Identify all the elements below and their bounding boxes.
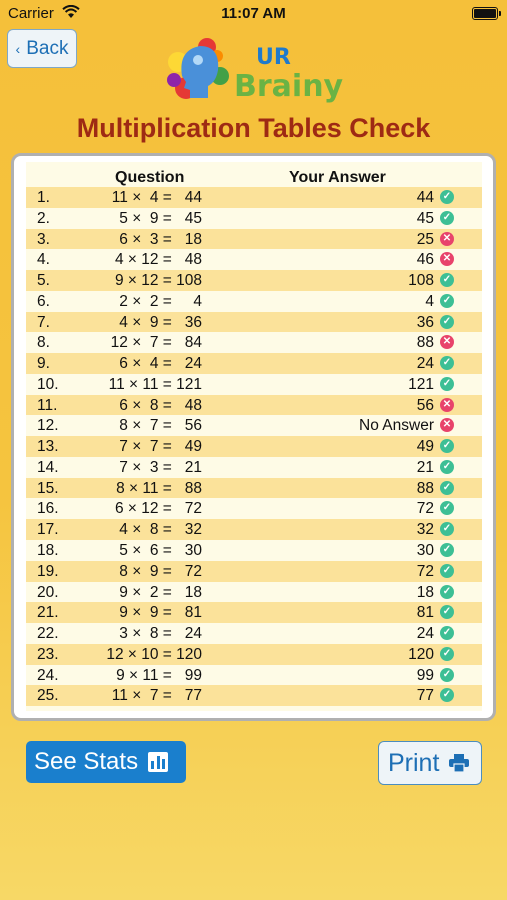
correct-check-icon: ✓: [440, 315, 454, 329]
answer-value: 30: [416, 542, 434, 560]
answer-value: 44: [416, 189, 434, 206]
incorrect-cross-icon: ✕: [440, 418, 454, 432]
printer-icon: [449, 754, 469, 772]
answer-value: 120: [408, 645, 434, 663]
question-number: 10.: [37, 375, 59, 393]
answer-value: 4: [425, 292, 434, 310]
question-number: 3.: [37, 230, 50, 248]
question-text: 2 × 2 = 4: [119, 292, 202, 310]
question-number: 17.: [37, 521, 59, 539]
answer-value: 88: [416, 334, 434, 352]
page-title: Multiplication Tables Check: [76, 113, 431, 143]
answer-value: 36: [416, 313, 434, 331]
question-text: 7 × 3 = 21: [119, 458, 202, 476]
table-row: [26, 270, 482, 291]
back-button[interactable]: [7, 29, 77, 68]
results-table: [26, 187, 482, 706]
question-number: 23.: [37, 645, 59, 663]
correct-check-icon: ✓: [440, 377, 454, 391]
answer-value: 72: [416, 500, 434, 518]
answer-value: 88: [416, 479, 434, 497]
correct-check-icon: ✓: [440, 190, 454, 204]
question-text: 9 × 11 = 99: [116, 666, 202, 684]
question-number: 25.: [37, 687, 59, 705]
question-text: 11 × 7 = 77: [111, 687, 202, 705]
question-number: 20.: [37, 583, 59, 601]
answer-value: 32: [416, 521, 434, 539]
table-row: [26, 332, 482, 353]
question-number: 15.: [37, 479, 59, 497]
question-number: 4.: [37, 251, 50, 269]
question-text: 11 × 11 = 121: [108, 375, 202, 393]
table-row: [26, 374, 482, 395]
see-stats-button[interactable]: [26, 741, 186, 783]
incorrect-cross-icon: ✕: [440, 398, 454, 412]
question-number: 19.: [37, 562, 59, 580]
correct-check-icon: ✓: [440, 688, 454, 702]
incorrect-cross-icon: ✕: [440, 232, 454, 246]
table-row: [26, 498, 482, 519]
question-number: 6.: [37, 292, 50, 310]
question-number: 21.: [37, 604, 59, 622]
answer-value: 25: [416, 230, 434, 248]
table-row: [26, 187, 482, 208]
table-row: [26, 685, 482, 706]
question-text: 8 × 7 = 56: [119, 417, 202, 435]
table-row: [26, 665, 482, 686]
table-row: [26, 478, 482, 499]
question-number: 18.: [37, 542, 59, 560]
battery-icon: [472, 7, 498, 20]
question-text: 6 × 3 = 18: [119, 230, 202, 248]
question-text: 4 × 8 = 32: [119, 521, 202, 539]
correct-check-icon: ✓: [440, 543, 454, 557]
table-row: [26, 312, 482, 333]
answer-value: 45: [416, 209, 434, 227]
table-row: [26, 395, 482, 416]
question-text: 12 × 10 = 120: [106, 645, 202, 663]
question-text: 12 × 7 = 84: [110, 334, 202, 352]
question-number: 16.: [37, 500, 59, 518]
answer-value: 24: [416, 355, 434, 373]
answer-value: 56: [416, 396, 434, 414]
question-number: 1.: [37, 189, 50, 206]
question-text: 9 × 12 = 108: [114, 272, 202, 290]
question-number: 14.: [37, 458, 59, 476]
question-text: 3 × 8 = 24: [119, 625, 202, 643]
correct-check-icon: ✓: [440, 585, 454, 599]
question-text: 6 × 12 = 72: [114, 500, 202, 518]
table-row: [26, 623, 482, 644]
table-row: [26, 249, 482, 270]
answer-value: 18: [416, 583, 434, 601]
ur-brainy-logo: [162, 36, 348, 106]
see-stats-label: See Stats: [34, 748, 139, 775]
correct-check-icon: ✓: [440, 356, 454, 370]
question-text: 5 × 9 = 45: [119, 209, 202, 227]
question-text: 5 × 6 = 30: [119, 542, 202, 560]
print-button[interactable]: [378, 741, 482, 785]
answer-value: 99: [416, 666, 434, 684]
correct-check-icon: ✓: [440, 211, 454, 225]
table-row: [26, 353, 482, 374]
question-column-header: Question: [115, 169, 185, 186]
back-label: Back: [26, 37, 69, 59]
answer-value: 81: [416, 604, 434, 622]
question-number: 8.: [37, 334, 50, 352]
question-text: 6 × 4 = 24: [119, 355, 202, 373]
table-row: [26, 582, 482, 603]
answer-value: 49: [416, 438, 434, 456]
table-row: [26, 415, 482, 436]
table-row: [26, 436, 482, 457]
correct-check-icon: ✓: [440, 668, 454, 682]
answer-value: 121: [408, 375, 434, 393]
question-text: 8 × 11 = 88: [116, 479, 202, 497]
question-number: 13.: [37, 438, 59, 456]
correct-check-icon: ✓: [440, 501, 454, 515]
incorrect-cross-icon: ✕: [440, 335, 454, 349]
table-row: [26, 457, 482, 478]
table-row: [26, 229, 482, 250]
bar-chart-icon: [148, 752, 168, 772]
clock: 11:07 AM: [221, 5, 286, 22]
question-text: 6 × 8 = 48: [119, 396, 202, 414]
incorrect-cross-icon: ✕: [440, 252, 454, 266]
table-row: [26, 561, 482, 582]
logo-text-brainy: Brainy: [234, 69, 344, 104]
answer-value: 24: [416, 625, 434, 643]
correct-check-icon: ✓: [440, 460, 454, 474]
question-number: 7.: [37, 313, 50, 331]
chevron-left-icon: ‹: [15, 40, 21, 57]
table-row: [26, 602, 482, 623]
question-text: 11 × 4 = 44: [111, 189, 202, 206]
table-row: [26, 540, 482, 561]
table-row: [26, 208, 482, 229]
correct-check-icon: ✓: [440, 626, 454, 640]
answer-value: 77: [416, 687, 434, 705]
answer-value: 72: [416, 562, 434, 580]
question-number: 2.: [37, 209, 50, 227]
question-number: 12.: [37, 417, 59, 435]
question-number: 5.: [37, 272, 50, 290]
print-label: Print: [388, 748, 440, 777]
answer-value: No Answer: [359, 417, 434, 435]
question-text: 4 × 12 = 48: [114, 251, 202, 269]
logo-text-ur: UR: [256, 45, 291, 70]
answer-column-header: Your Answer: [289, 169, 386, 186]
correct-check-icon: ✓: [440, 294, 454, 308]
question-number: 22.: [37, 625, 59, 643]
table-row: [26, 291, 482, 312]
question-number: 9.: [37, 355, 50, 373]
question-text: 7 × 7 = 49: [119, 438, 202, 456]
status-bar: [0, 0, 507, 26]
correct-check-icon: ✓: [440, 647, 454, 661]
correct-check-icon: ✓: [440, 522, 454, 536]
question-text: 9 × 9 = 81: [119, 604, 202, 622]
correct-check-icon: ✓: [440, 481, 454, 495]
correct-check-icon: ✓: [440, 605, 454, 619]
question-number: 24.: [37, 666, 59, 684]
correct-check-icon: ✓: [440, 439, 454, 453]
question-text: 8 × 9 = 72: [119, 562, 202, 580]
correct-check-icon: ✓: [440, 273, 454, 287]
question-text: 4 × 9 = 36: [119, 313, 202, 331]
question-text: 9 × 2 = 18: [119, 583, 202, 601]
correct-check-icon: ✓: [440, 564, 454, 578]
answer-value: 108: [408, 272, 434, 290]
question-number: 11.: [37, 396, 58, 414]
carrier-label: Carrier: [8, 5, 54, 22]
answer-value: 21: [416, 458, 434, 476]
table-row: [26, 519, 482, 540]
answer-value: 46: [416, 251, 434, 269]
table-row: [26, 644, 482, 665]
